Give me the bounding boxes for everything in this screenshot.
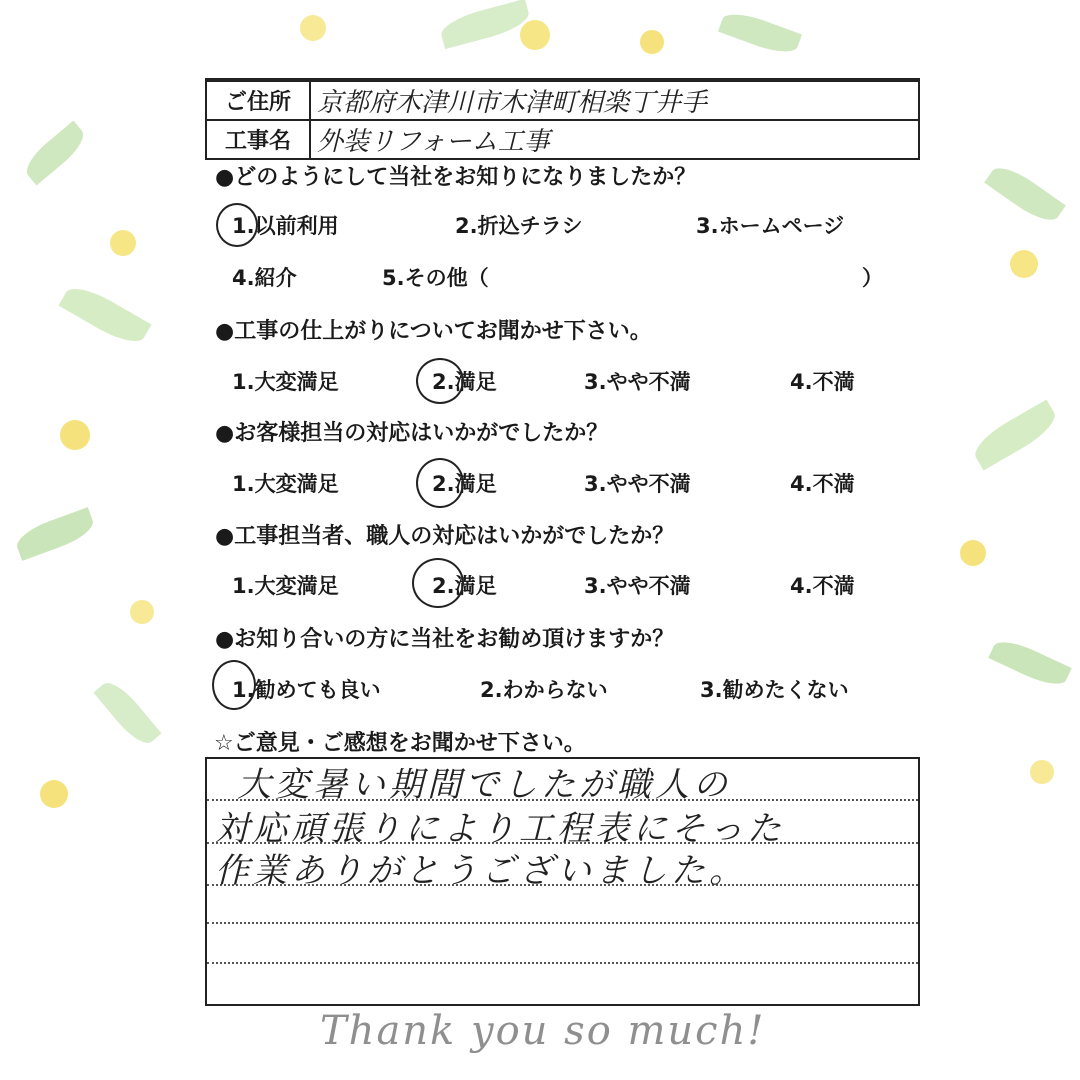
option-other[interactable]: 5.その他（ bbox=[382, 266, 489, 290]
leaf-decoration bbox=[988, 634, 1071, 691]
leaf-decoration bbox=[20, 121, 90, 186]
leaf-decoration bbox=[984, 160, 1066, 229]
option-dissatisfied[interactable]: 4.不満 bbox=[790, 574, 855, 598]
ruled-line bbox=[207, 962, 918, 964]
option-other-close: ） bbox=[862, 266, 883, 290]
address-row bbox=[206, 81, 919, 120]
option-flyer[interactable]: 2.折込チラシ bbox=[455, 214, 583, 238]
blossom-decoration bbox=[1010, 250, 1038, 278]
project-row bbox=[206, 120, 919, 159]
blossom-decoration bbox=[40, 780, 68, 808]
option-satisfied[interactable]: 2.満足 bbox=[432, 370, 497, 394]
option-previous-use[interactable]: 1.以前利用 bbox=[232, 214, 339, 238]
option-dissatisfied[interactable]: 4.不満 bbox=[790, 472, 855, 496]
option-satisfied[interactable]: 2.満足 bbox=[432, 574, 497, 598]
question-staff: ●お客様担当の対応はいかがでしたか？ bbox=[215, 421, 609, 446]
header-table bbox=[205, 80, 920, 160]
comment-box bbox=[205, 757, 920, 1006]
project-label: 工事名 bbox=[206, 120, 310, 159]
selection-circle bbox=[216, 203, 258, 247]
address-value: 京都府木津川市木津町相楽丁井手 bbox=[310, 81, 919, 120]
selection-circle bbox=[412, 558, 464, 608]
address-label: ご住所 bbox=[206, 81, 310, 120]
selection-circle bbox=[416, 358, 464, 404]
cropped-header-row bbox=[205, 66, 920, 80]
comment-line-2: 対応頑張りにより工程表にそった bbox=[215, 809, 785, 849]
option-somewhat-dissatisfied[interactable]: 3.やや不満 bbox=[584, 574, 691, 598]
option-not-recommend[interactable]: 3.勧めたくない bbox=[700, 678, 849, 702]
option-dissatisfied[interactable]: 4.不満 bbox=[790, 370, 855, 394]
blossom-decoration bbox=[960, 540, 986, 566]
blossom-decoration bbox=[60, 420, 90, 450]
blossom-decoration bbox=[300, 15, 326, 41]
selection-circle bbox=[416, 458, 464, 508]
comments-heading: ☆ご意見・ご感想をお聞かせ下さい。 bbox=[214, 731, 586, 756]
option-very-satisfied[interactable]: 1.大変満足 bbox=[232, 472, 339, 496]
option-very-satisfied[interactable]: 1.大変満足 bbox=[232, 370, 339, 394]
blossom-decoration bbox=[1030, 760, 1054, 784]
option-homepage[interactable]: 3.ホームページ bbox=[696, 214, 845, 238]
blossom-decoration bbox=[520, 20, 550, 50]
option-unsure[interactable]: 2.わからない bbox=[480, 678, 608, 702]
leaf-decoration bbox=[59, 280, 152, 351]
comment-line-1: 大変暑い期間でしたが職人の bbox=[237, 765, 731, 805]
ruled-line bbox=[207, 922, 918, 924]
leaf-decoration bbox=[969, 400, 1062, 471]
leaf-decoration bbox=[718, 7, 802, 59]
question-finish: ●工事の仕上がりについてお聞かせ下さい。 bbox=[215, 319, 652, 344]
thank-you-script: Thank you so much! bbox=[320, 1008, 766, 1054]
question-craftsmen: ●工事担当者、職人の対応はいかがでしたか？ bbox=[215, 524, 675, 549]
selection-circle bbox=[212, 660, 256, 710]
blossom-decoration bbox=[110, 230, 136, 256]
option-somewhat-dissatisfied[interactable]: 3.やや不満 bbox=[584, 472, 691, 496]
leaf-decoration bbox=[438, 0, 532, 49]
blossom-decoration bbox=[640, 30, 664, 54]
project-value: 外装リフォーム工事 bbox=[310, 120, 919, 159]
leaf-decoration bbox=[13, 507, 98, 561]
question-recommend: ●お知り合いの方に当社をお勧め頂けますか？ bbox=[215, 627, 675, 652]
option-somewhat-dissatisfied[interactable]: 3.やや不満 bbox=[584, 370, 691, 394]
option-very-satisfied[interactable]: 1.大変満足 bbox=[232, 574, 339, 598]
option-satisfied[interactable]: 2.満足 bbox=[432, 472, 497, 496]
option-recommend[interactable]: 1.勧めても良い bbox=[232, 678, 381, 702]
blossom-decoration bbox=[130, 600, 154, 624]
option-referral[interactable]: 4.紹介 bbox=[232, 266, 297, 290]
question-source: ●どのようにして当社をお知りになりましたか？ bbox=[215, 165, 697, 190]
comment-line-3: 作業ありがとうございました。 bbox=[215, 851, 747, 891]
leaf-decoration bbox=[93, 676, 161, 750]
